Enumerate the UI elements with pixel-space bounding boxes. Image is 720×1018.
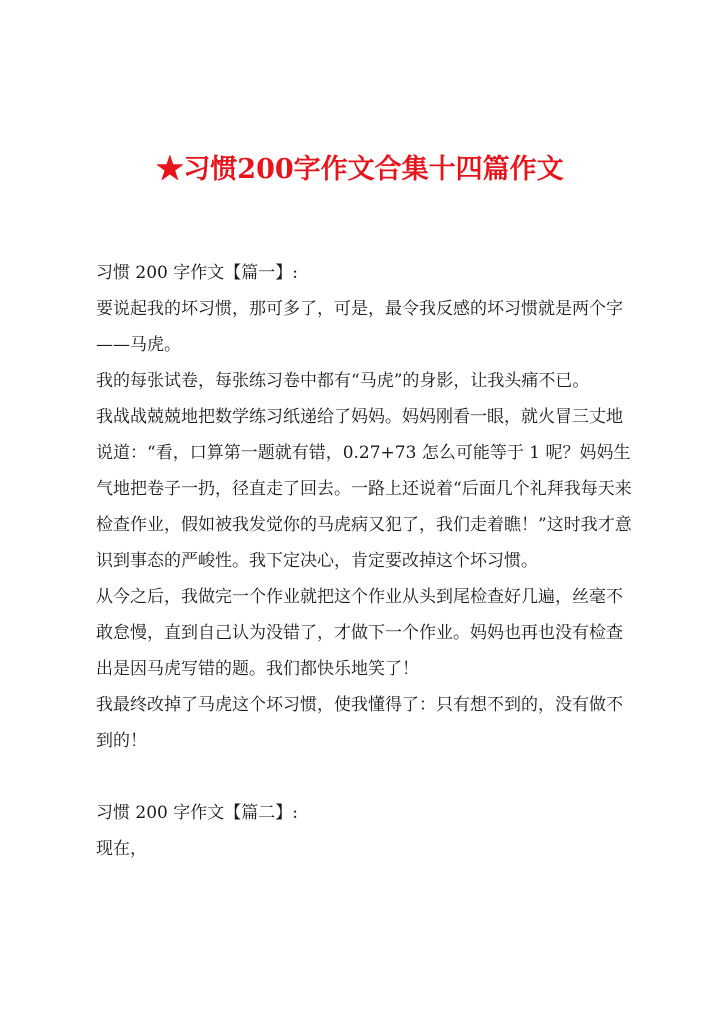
paragraph: 现在， (96, 839, 147, 859)
document-body (96, 255, 636, 867)
section-gap (96, 759, 636, 795)
document-title: ★习惯200字作文合集十四篇作文 (156, 154, 564, 185)
paragraph: 我的每张试卷，每张练习卷中都有“马虎”的身影，让我头痛不已。 (96, 371, 590, 391)
section-heading-2: 习惯 200 字作文【篇二】: (96, 803, 298, 823)
paragraph: 我最终改掉了马虎这个坏习惯，使我懂得了：只有想不到的，没有做不到的！ (96, 695, 623, 751)
section-heading-1: 习惯 200 字作文【篇一】: (96, 263, 298, 283)
paragraph: 要说起我的坏习惯，那可多了，可是，最令我反感的坏习惯就是两个字——马虎。 (96, 299, 623, 355)
paragraph: 我战战兢兢地把数学练习纸递给了妈妈。妈妈刚看一眼，就火冒三丈地说道：“看，口算第一题就有错，0.27+73 怎么可能等于 1 呢？妈妈生气地把卷子一扔，径直走了回去。一路上还说着“后面几个礼拜我每天来检查作业，假如被我发觉你的马虎病又犯了，我们走着瞧！”这时我才意识到事态的严峻性。我下定决心，肯定要改掉这个坏习惯。 (96, 407, 632, 571)
paragraph: 从今之后，我做完一个作业就把这个作业从头到尾检查好几遍，丝毫不敢怠慢，直到自己认为没错了，才做下一个作业。妈妈也再也没有检查出是因马虎写错的题。我们都快乐地笑了！ (96, 587, 623, 679)
